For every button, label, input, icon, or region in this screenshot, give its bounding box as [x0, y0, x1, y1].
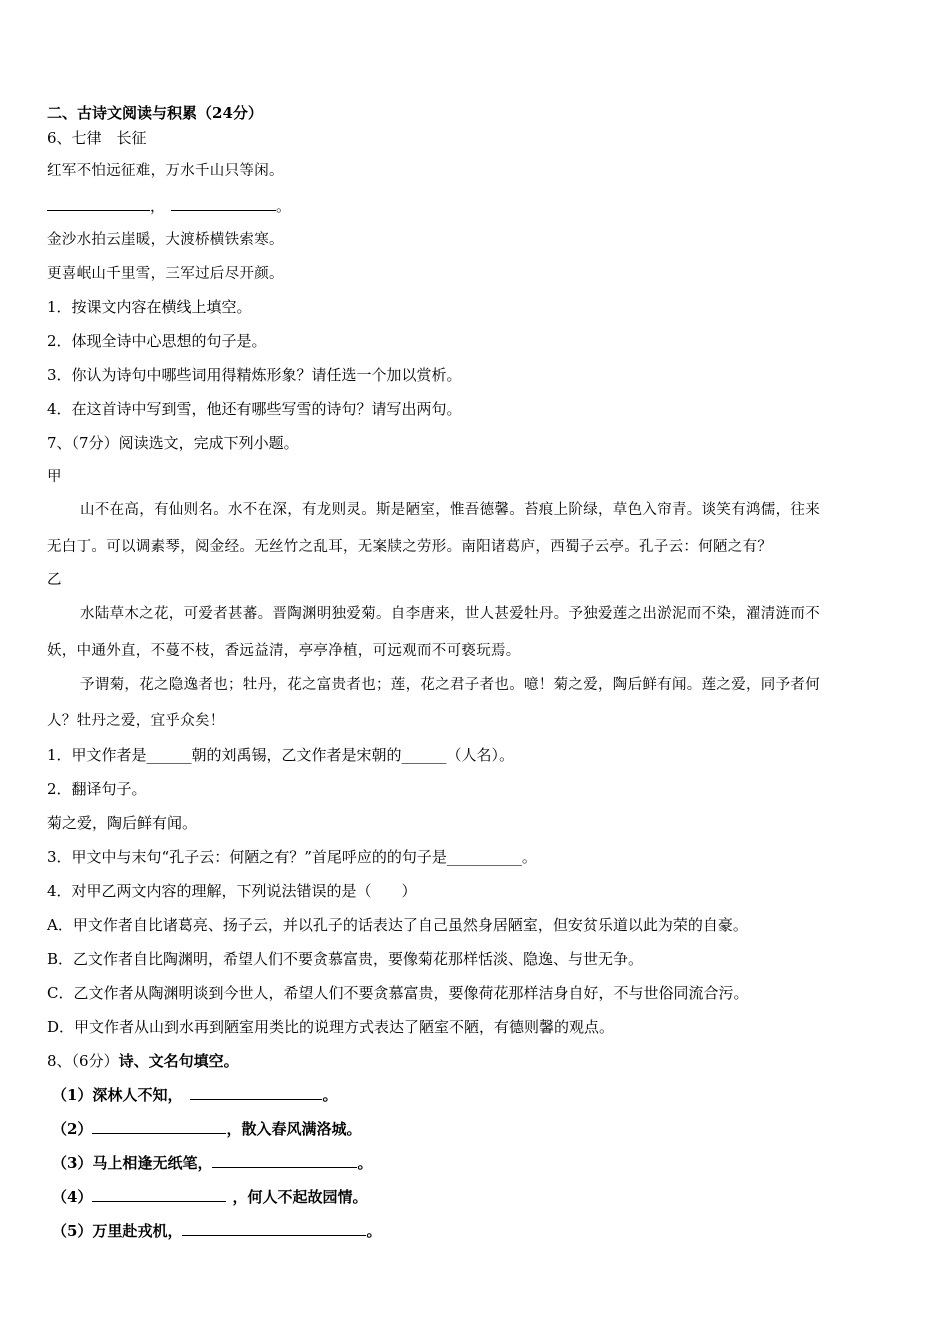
- poem-line-2: 金沙水拍云崖暖，大渡桥横铁索寒。: [47, 232, 284, 248]
- jia-label: 甲: [47, 469, 62, 485]
- fill-item-post: 。: [322, 1086, 338, 1104]
- fill-item-post: ，何人不起故园情。: [232, 1188, 368, 1206]
- poem-blank-line: [47, 196, 291, 216]
- q7-question-3: 3．甲文中与末句“孔子云：何陋之有？”首尾呼应的的句子是__________。: [47, 848, 537, 866]
- fill-item-pre: （5）万里赴戎机，: [52, 1222, 183, 1240]
- option-c: C．乙文作者从陶渊明谈到今世人，希望人们不要贪慕富贵，要像荷花那样洁身自好，不与世俗同流合污。: [47, 984, 749, 1002]
- option-a: A．甲文作者自比诸葛亮、扬子云，并以孔子的话表达了自己虽然身居陋室，但安贫乐道以此为荣的自豪。: [47, 916, 748, 934]
- yi-label: 乙: [47, 572, 62, 588]
- jia-text-line: 无白丁。可以调素琴，阅金经。无丝竹之乱耳，无案牍之劳形。南阳诸葛庐，西蜀子云亭。孔子云：何陋之有？: [47, 539, 773, 555]
- answer-blank[interactable]: [92, 1187, 226, 1202]
- yi-text-line: 妖，中通外直，不蔓不枝，香远益清，亭亭净植，可远观而不可亵玩焉。: [47, 643, 521, 659]
- q8-title-prefix: 8、（6分）: [47, 1052, 119, 1070]
- option-d: D．甲文作者从山到水再到陋室用类比的说理方式表达了陋室不陋，有德则馨的观点。: [47, 1018, 615, 1036]
- q7-question-4: 4．对甲乙两文内容的理解，下列说法错误的是（ ）: [47, 882, 417, 900]
- answer-blank[interactable]: [212, 1153, 357, 1168]
- fill-item-pre: （4）: [52, 1188, 93, 1206]
- q7-title: 7、（7分）阅读选文，完成下列小题。: [47, 434, 299, 452]
- answer-blank[interactable]: [171, 196, 276, 211]
- fill-item-pre: （3）马上相逢无纸笔，: [52, 1154, 213, 1172]
- fill-item-pre: （1）深林人不知，: [52, 1086, 183, 1104]
- q7-question-2: 2．翻译句子。: [47, 780, 147, 798]
- fill-item-pre: （2）: [52, 1120, 93, 1138]
- poem-line-1: 红军不怕远征难，万水千山只等闲。: [47, 163, 284, 179]
- poem-line-3: 更喜岷山千里雪，三军过后尽开颜。: [47, 266, 284, 282]
- q8-title-bold: 诗、文名句填空。: [118, 1052, 239, 1070]
- q6-question-4: 4．在这首诗中写到雪，他还有哪些写雪的诗句？请写出两句。: [47, 400, 462, 418]
- fill-item-post: 。: [357, 1154, 373, 1172]
- end-mark: 。: [276, 197, 292, 215]
- fill-item-post: ，散入春风满洛城。: [226, 1120, 362, 1138]
- section-title: 二、古诗文阅读与积累（24分）: [47, 104, 263, 122]
- q6-question-3: 3．你认为诗句中哪些词用得精炼形象？请任选一个加以赏析。: [47, 366, 462, 384]
- q7-translate-sentence: 菊之爱，陶后鲜有闻。: [47, 814, 198, 832]
- q6-question-2: 2．体现全诗中心思想的句子是。: [47, 332, 267, 350]
- yi-text-line: 水陆草木之花，可爱者甚蕃。晋陶渊明独爱菊。自李唐来，世人甚爱牡丹。予独爱莲之出淤泥而不染，濯清涟而不: [80, 606, 820, 622]
- fill-item-1: [52, 1085, 337, 1105]
- answer-blank[interactable]: [92, 1119, 226, 1134]
- q8-title: [47, 1051, 239, 1071]
- fill-item-2: [52, 1119, 361, 1139]
- fill-item-4: [52, 1187, 367, 1207]
- option-b: B．乙文作者自比陶渊明，希望人们不要贪慕富贵，要像菊花那样恬淡、隐逸、与世无争。: [47, 950, 644, 968]
- answer-blank[interactable]: [47, 196, 150, 211]
- fill-item-post: 。: [366, 1222, 382, 1240]
- jia-text-line: 山不在高，有仙则名。水不在深，有龙则灵。斯是陋室，惟吾德馨。苔痕上阶绿，草色入帘青。谈笑有鸿儒，往来: [80, 502, 820, 518]
- q6-question-1: 1．按课文内容在横线上填空。: [47, 298, 252, 316]
- yi-text-line: 人？牡丹之爱，宜乎众矣！: [47, 713, 225, 729]
- q6-title: 6、七律 长征: [47, 129, 147, 147]
- q7-question-1: 1．甲文作者是______朝的刘禹锡，乙文作者是宋朝的______（人名）。: [47, 746, 515, 764]
- answer-blank[interactable]: [190, 1085, 322, 1100]
- separator: ，: [150, 197, 166, 215]
- yi-text-line: 予谓菊，花之隐逸者也；牡丹，花之富贵者也；莲，花之君子者也。噫！菊之爱，陶后鲜有闻。莲之爱，同予者何: [80, 677, 820, 693]
- answer-blank[interactable]: [182, 1221, 366, 1236]
- fill-item-5: [52, 1221, 381, 1241]
- fill-item-3: [52, 1153, 372, 1173]
